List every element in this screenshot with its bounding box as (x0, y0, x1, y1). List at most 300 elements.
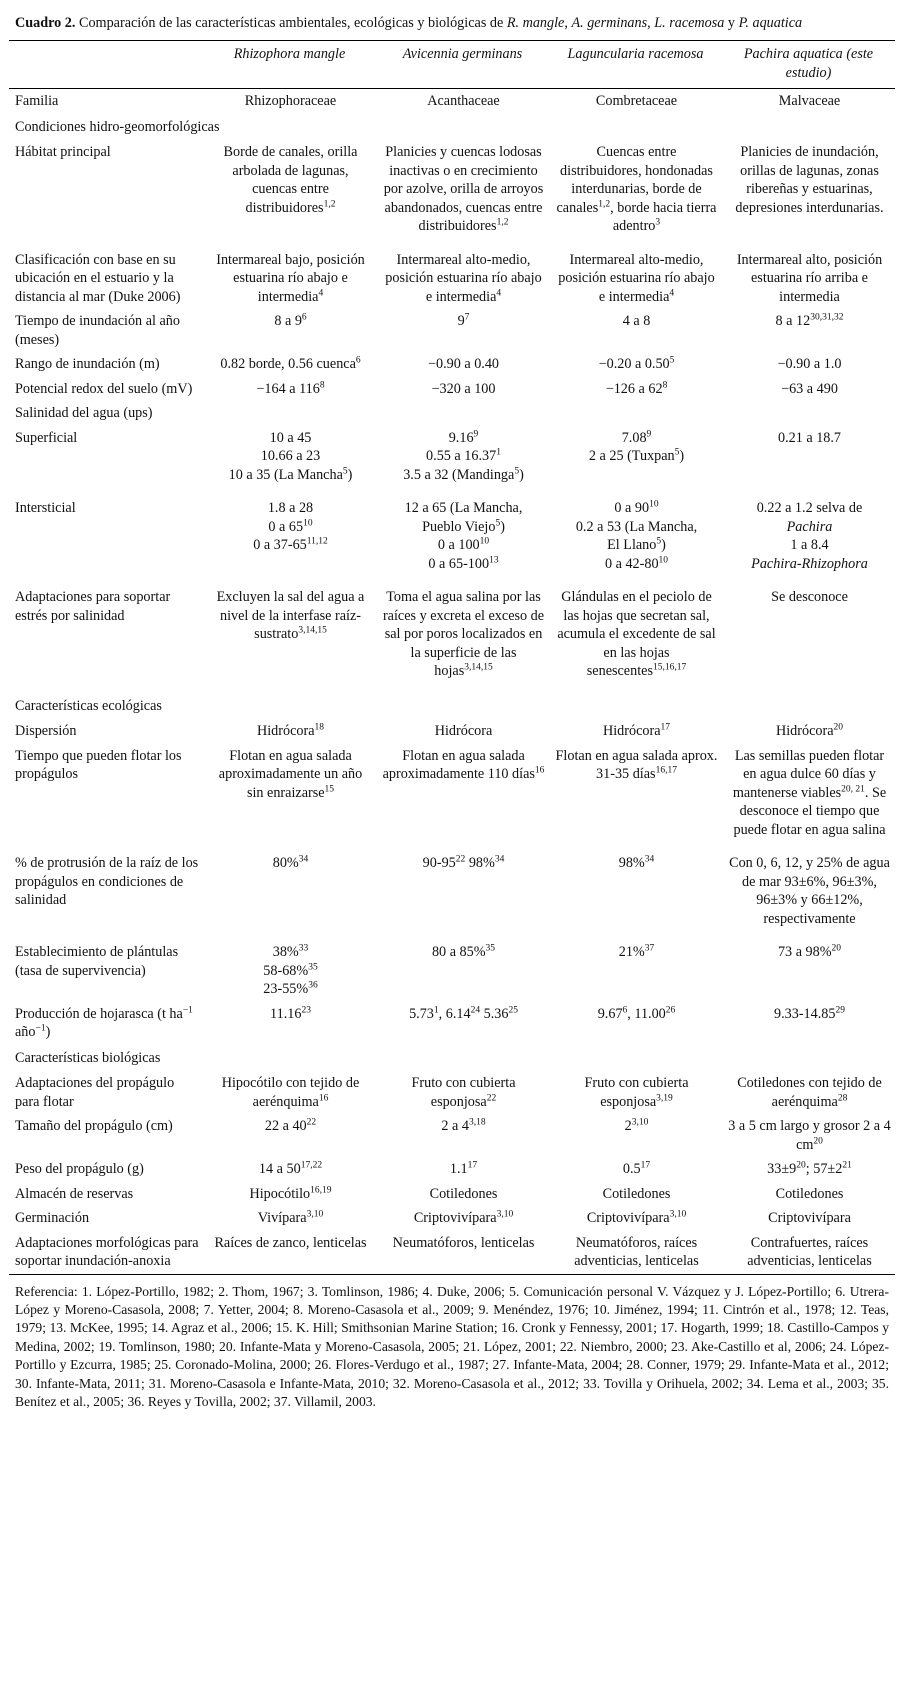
cell-sup: 30,31,32 (810, 312, 844, 323)
cell-text: 98% (465, 855, 495, 871)
cell-sup: 5 (495, 517, 501, 528)
caption-sep-3: y (724, 15, 739, 31)
cell-line: 1 a 8.4 (790, 537, 829, 553)
row-label: Establecimiento de plántulas (tasa de supervivencia) (15, 944, 179, 979)
cell-text: Flotan en agua salada aproximadamente 110 días (382, 747, 535, 782)
cell-line (209, 536, 372, 555)
cell-text: 2 (624, 1118, 632, 1134)
row-redox (9, 377, 895, 402)
cell (549, 140, 722, 248)
cell-line (209, 943, 372, 962)
cell-sup: 16,17 (655, 765, 677, 776)
row-label: Hábitat principal (15, 144, 111, 160)
section-ecologicas (9, 693, 895, 720)
cell: Rhizophoraceae (244, 93, 337, 109)
cell: Malvaceae (778, 93, 841, 109)
caption-text: Comparación de las características ambientales, ecológicas y biológicas de (75, 15, 507, 31)
cell-line (209, 980, 372, 999)
section-hidro (9, 114, 895, 141)
label-text: ) (45, 1024, 51, 1040)
cell-sup: 5 (674, 447, 680, 458)
cell-sup: 34 (494, 854, 505, 865)
comparison-table (9, 40, 895, 1275)
table-header (9, 41, 895, 89)
cell (203, 719, 376, 744)
cell-line (209, 447, 372, 466)
cell-sup: 4 (496, 287, 502, 298)
cell-text: −0.20 a 0.50 (598, 356, 670, 372)
cell (376, 1157, 549, 1182)
cell (722, 496, 895, 585)
cell: −0.90 a 1.0 (777, 356, 842, 372)
cell (203, 140, 376, 248)
cell (203, 1182, 376, 1207)
cell-text: 2 a 25 (Tuxpan (588, 448, 675, 464)
cell-text: −126 a 62 (605, 380, 663, 397)
header-empty (9, 41, 203, 89)
label-sup: −1 (182, 1004, 193, 1015)
cell (203, 585, 376, 693)
header-avicennia: Avicennia germinans (402, 46, 523, 62)
cell (549, 851, 722, 940)
cell (722, 744, 895, 852)
caption-species-4: P. aquatica (738, 15, 803, 31)
cell-text: −164 a 116 (256, 380, 320, 397)
cell-sup: 6 (301, 312, 307, 323)
cell-sup: 1 (496, 447, 501, 458)
cell-sup: 6 (355, 355, 361, 366)
cell-sup: 5 (514, 465, 520, 476)
row-label: Tiempo de inundación al año (meses) (15, 313, 180, 348)
cell-text: 0 a 65 (268, 518, 304, 535)
row-rango-inundacion (9, 352, 895, 377)
cell-line (382, 466, 545, 485)
header-row (9, 41, 895, 89)
cell (722, 1157, 895, 1182)
cell-text: 0.55 a 16.37 (426, 448, 497, 464)
cell-text: Cuencas entre distribuidores, hondonadas interdunarias, borde de canales (556, 144, 713, 216)
cell-text: Intermareal alto-medio, posición estuarina río abajo e intermedia (558, 251, 715, 305)
row-label: Clasificación con base en su ubicación en el estuario y la distancia al mar (Duke 2006) (15, 251, 181, 305)
cell: −63 a 490 (781, 380, 838, 397)
cell-text: ; 57±2 (805, 1161, 843, 1177)
cell-sup: 1,2 (496, 217, 509, 228)
cell-sup: 35 (485, 943, 496, 954)
cell-text: Hipocótilo con tejido de aerénquima (221, 1075, 360, 1110)
cell-sup: 5 (656, 536, 662, 547)
cell-text: Intermareal alto-medio, posición estuarina río abajo e intermedia (385, 251, 542, 305)
cell-text: Flotan en agua salada aproximadamente un año sin enraizarse (218, 747, 363, 801)
cell (376, 426, 549, 497)
cell-text: 10 a 35 (La Mancha (228, 466, 343, 483)
cell: Planicies de inundación, orillas de lagunas, zonas ribereñas y estuarinas, depresiones interdunarias. (735, 144, 884, 216)
cell-text: 12 a 65 (La Mancha, (404, 500, 523, 516)
cell (203, 1206, 376, 1231)
cell-text: Borde de canales, orilla arbolada de lagunas, cuencas entre distribuidores (223, 144, 358, 216)
row-label: Dispersión (15, 723, 77, 739)
cell (376, 1114, 549, 1157)
cell-text: ) (679, 448, 685, 464)
row-almacen (9, 1182, 895, 1207)
cell-text: Glándulas en el peciolo de las hojas que secretan sal, acumula el excedente de sal en las hojas senescentes (557, 589, 716, 679)
cell-text: ) (347, 466, 353, 483)
row-adaptaciones-morfologicas (9, 1231, 895, 1275)
cell-line (209, 466, 372, 485)
cell-sup: 10 (303, 517, 313, 528)
cell-text: 22 a 40 (264, 1118, 307, 1134)
cell-text: 10.66 a 23 (260, 448, 321, 464)
cell-sup: 29 (835, 1004, 845, 1015)
cell-text: 5.73 (409, 1005, 434, 1022)
cell-line (382, 429, 545, 448)
cell-sup: 13 (489, 554, 499, 565)
caption-species-1: R. mangle (506, 15, 565, 31)
cell-line (382, 518, 545, 537)
cell-text: 8 a 12 (775, 313, 811, 329)
cell (549, 426, 722, 497)
caption-species-2: A. germinans (571, 15, 648, 31)
cell (203, 426, 376, 497)
cell-text: 14 a 50 (258, 1161, 301, 1177)
row-familia (9, 89, 895, 114)
cell-sup: 9 (646, 428, 652, 439)
header-laguncularia: Laguncularia racemosa (567, 46, 704, 62)
cell-sup: 3,10 (631, 1117, 649, 1128)
cell-line (209, 429, 372, 448)
cell-text: , 6.14 (438, 1005, 471, 1022)
cell (376, 1071, 549, 1114)
cell: Hidrócora (434, 723, 493, 739)
cell-text: , borde hacia tierra adentro (610, 199, 717, 234)
cell: Combretaceae (595, 93, 678, 109)
cell-text: Fruto con cubierta esponjosa (411, 1075, 516, 1110)
cell: Cotiledones (602, 1185, 671, 1202)
row-establecimiento (9, 940, 895, 1002)
cell-text: 33±9 (767, 1161, 797, 1177)
cell-line (382, 536, 545, 555)
cell-sup: 3,18 (468, 1117, 486, 1128)
row-label: Adaptaciones morfológicas para soportar inundación-anoxia (15, 1234, 199, 1269)
cell: Cotiledones (775, 1185, 844, 1202)
cell-text: Cotiledones con tejido de aerénquima (737, 1075, 882, 1110)
row-label: Adaptaciones del propágulo para flotar (15, 1075, 175, 1110)
cell (549, 744, 722, 852)
cell (722, 940, 895, 1002)
cell-sup: 16 (534, 765, 545, 776)
cell: Neumatóforos, raíces adventicias, lenticelas (574, 1234, 699, 1269)
cell-sup: 37 (644, 943, 655, 954)
cell-text: 58-68% (263, 962, 309, 979)
row-hojarasca (9, 1002, 895, 1045)
cell-text: Toma el agua salina por las raíces y excreta el exceso de sal por poros localizados en la superficie de las hojas (382, 589, 545, 679)
cell-sup: 17,22 (300, 1160, 323, 1171)
cell-sup: 17 (640, 1160, 651, 1171)
cell-text: 1.1 (449, 1161, 468, 1177)
cell (549, 1157, 722, 1182)
cell-text: 0 a 42-80 (604, 555, 659, 572)
cell-sup: 15,16,17 (652, 662, 687, 673)
cell-line (555, 518, 718, 537)
cell: 0.21 a 18.7 (777, 429, 842, 446)
cell (203, 744, 376, 852)
cell-sup: 3,10 (669, 1209, 687, 1220)
table-body (9, 89, 895, 1275)
cell-sup: 22 (486, 1092, 497, 1103)
cell-sup: 8 (319, 379, 325, 390)
cell-text: 7.08 (621, 429, 647, 446)
cell-line: Pachira (786, 518, 833, 535)
label-sup: −1 (35, 1023, 46, 1034)
cell: 4 a 8 (622, 313, 651, 329)
section-label: Características biológicas (15, 1049, 161, 1066)
cell-text: Intermareal bajo, posición estuarina río abajo e intermedia (216, 251, 365, 305)
cell (376, 1002, 549, 1045)
row-label: Salinidad del agua (ups) (15, 405, 153, 421)
cell-sup: 21 (842, 1160, 852, 1171)
cell (549, 1114, 722, 1157)
cell-text: 80% (272, 855, 299, 871)
cell (549, 496, 722, 585)
cell (376, 496, 549, 585)
cell (203, 1114, 376, 1157)
cell: Neumatóforos, lenticelas (392, 1234, 535, 1251)
cell-sup: 3 (655, 217, 661, 228)
cell-line (209, 962, 372, 981)
label-text: Producción de hojarasca (t ha (15, 1005, 183, 1022)
row-label: Rango de inundación (m) (15, 356, 160, 372)
cell-sup: 24 (470, 1004, 481, 1015)
cell-text: . Se desconoce el tiempo que puede flotar en agua salina (733, 784, 887, 838)
table-caption (15, 14, 895, 32)
row-label: Germinación (15, 1210, 90, 1226)
cell-sup: 26 (665, 1004, 676, 1015)
cell (203, 851, 376, 940)
cell-line (382, 499, 545, 518)
cell-sup: 35 (308, 961, 318, 972)
cell: Raíces de zanco, lenticelas (214, 1234, 367, 1251)
cell (203, 309, 376, 352)
cell-text: Las semillas pueden flotar en agua dulce 60 días y mantenerse viables (732, 747, 885, 801)
row-tiempo-inundacion (9, 309, 895, 352)
caption-sep-2: , (647, 15, 655, 31)
label-text: año (15, 1024, 36, 1040)
cell (549, 1071, 722, 1114)
cell-sup: 18 (314, 722, 324, 733)
cell-line: Pachira-Rhizophora (751, 555, 868, 572)
cell-text: 38% (272, 944, 299, 960)
row-habitat (9, 140, 895, 248)
row-label: Almacén de reservas (15, 1185, 134, 1202)
cell-sup: 20 (813, 1135, 823, 1146)
cell (203, 1071, 376, 1114)
cell-text: Hidrócora (775, 723, 834, 739)
caption-species-3: L. racemosa (654, 15, 725, 31)
cell (203, 940, 376, 1002)
cell-sup: 5 (669, 355, 675, 366)
cell-sup: 16 (318, 1092, 329, 1103)
cell-sup: 1,2 (598, 198, 611, 209)
cell-text: 9.67 (597, 1005, 623, 1022)
cell (376, 140, 549, 248)
cell: Criptovivípara (768, 1210, 851, 1226)
cell (203, 248, 376, 310)
cell-text: 0 a 37-65 (253, 537, 307, 553)
cell-text: 98% (618, 855, 645, 871)
cell (203, 1157, 376, 1182)
caption-sep-1: , (564, 15, 572, 31)
cell-sup: 3,14,15 (464, 662, 493, 673)
cell-sup: 34 (644, 854, 655, 865)
cell-sup: 20 (833, 722, 843, 733)
cell-sup: 10 (658, 554, 669, 565)
cell-text: 3 a 5 cm largo y grosor 2 a 4 cm (728, 1118, 891, 1153)
cell-line (555, 536, 718, 555)
cell-sup: 20 (831, 943, 842, 954)
cell-sup: 3,14,15 (298, 625, 327, 636)
cell-text: Hipocótilo (249, 1185, 311, 1202)
cell-text: 9 (457, 313, 465, 329)
cell-text: Hidrócora (602, 723, 661, 739)
row-peso (9, 1157, 895, 1182)
cell-text: 90-95 (422, 855, 456, 871)
caption-label: Cuadro 2. (15, 15, 76, 31)
cell (376, 851, 549, 940)
cell-text: , 11.00 (627, 1005, 666, 1022)
cell-sup: 34 (298, 854, 309, 865)
cell-sup: 8 (662, 379, 668, 390)
cell (549, 1206, 722, 1231)
header-rhizophora: Rhizophora mangle (233, 46, 346, 62)
cell-text: El Llano (607, 537, 657, 553)
cell-sup: 10 (479, 536, 490, 547)
cell-text: 23-55% (263, 981, 309, 997)
cell-sup: 3,10 (306, 1209, 324, 1220)
cell (549, 719, 722, 744)
section-biologicas (9, 1045, 895, 1072)
row-label: Potencial redox del suelo (mV) (15, 380, 193, 397)
cell-text: Vivípara (257, 1210, 307, 1226)
cell-text: Planicies y cuencas lodosas inactivas o en crecimiento por azolve, orilla de arroyos abandonados, cuencas entre distribuidores (383, 144, 544, 234)
cell (376, 585, 549, 693)
row-label (9, 1002, 203, 1045)
section-label: Condiciones hidro-geomorfológicas (15, 118, 220, 135)
cell-sup: 7 (464, 312, 470, 323)
cell (722, 719, 895, 744)
cell (203, 1002, 376, 1045)
cell-text: ) (661, 537, 666, 553)
row-clasificacion (9, 248, 895, 310)
cell-text: 0.82 borde, 0.56 cuenca (220, 356, 356, 372)
cell-text: 9.16 (448, 429, 474, 446)
cell-text: 9.33-14.85 (774, 1005, 836, 1022)
cell-sup: 17 (660, 722, 670, 733)
cell-text: Fruto con cubierta esponjosa (584, 1075, 689, 1110)
row-intersticial (9, 496, 895, 585)
cell-line (209, 499, 372, 518)
cell-sup: 9 (473, 428, 479, 439)
cell (549, 585, 722, 693)
cell-sup: 1,2 (323, 198, 336, 209)
cell: Contrafuertes, raíces adventicias, lenticelas (747, 1234, 872, 1269)
row-label: Superficial (15, 429, 78, 446)
cell-text: 0.2 a 53 (La Mancha, (575, 518, 698, 535)
cell-text: ) (519, 466, 524, 483)
cell-text: 73 a 98% (777, 944, 832, 960)
cell-sup: 20, 21 (841, 783, 865, 794)
cell-text: 0.5 (622, 1161, 641, 1177)
cell (722, 1002, 895, 1045)
cell (549, 940, 722, 1002)
cell-text: 10 a 45 (269, 429, 312, 446)
cell-text: ) (500, 518, 505, 535)
cell-text: Criptovivípara (413, 1210, 497, 1226)
cell-line: 0.22 a 1.2 selva de (756, 500, 863, 516)
cell (722, 1114, 895, 1157)
cell: Con 0, 6, 12, y 25% de agua de mar 93±6%, 96±3%, 96±3% y 66±12%, respectivamente (729, 855, 890, 927)
cell-line (555, 429, 718, 448)
row-germinacion (9, 1206, 895, 1231)
cell: Acanthaceae (427, 93, 500, 109)
row-label: Adaptaciones para soportar estrés por salinidad (15, 589, 171, 624)
cell-sup: 22 (306, 1117, 317, 1128)
cell-sup: 33 (298, 943, 309, 954)
cell-text: 8 a 9 (274, 313, 302, 329)
cell-text: Hidrócora (256, 723, 315, 739)
row-superficial (9, 426, 895, 497)
cell-sup: 4 (669, 287, 675, 298)
cell (722, 309, 895, 352)
row-protrusion (9, 851, 895, 940)
cell (549, 1002, 722, 1045)
cell-sup: 28 (837, 1092, 848, 1103)
cell (376, 248, 549, 310)
cell-text: 0 a 90 (614, 500, 650, 516)
cell (376, 940, 549, 1002)
cell-sup: 22 (455, 854, 466, 865)
cell (376, 309, 549, 352)
cell: −0.90 a 0.40 (427, 356, 500, 372)
row-label: Tamaño del propágulo (cm) (15, 1118, 173, 1134)
cell-line (382, 447, 545, 466)
row-label: Tiempo que pueden flotar los propágulos (15, 747, 182, 782)
cell-sup: 25 (508, 1004, 518, 1015)
cell-text: Criptovivípara (586, 1210, 670, 1226)
cell-text: 0 a 100 (437, 537, 480, 553)
cell (549, 248, 722, 310)
cell-text: Pueblo Viejo (422, 518, 496, 535)
row-label: Familia (15, 93, 59, 109)
cell-line (382, 555, 545, 574)
references: Referencia: 1. López-Portillo, 1982; 2. Thom, 1967; 3. Tomlinson, 1986; 4. Duke, 2006; 5. Comunicación personal V. Vázquez y J. López-Portillo; 6. Utrera-López y Moreno-Casasola, 2008; 7. Yetter, 2004; 8. Moreno-Casasola et al., 2009; 9. Menéndez, 1976; 10. Jiménez, 1994; 11. Cintrón et al., 1978; 12. Teas, 1979; 13. McKee, 1995; 14. Agraz et al., 2006; 15. K. Hill; Smithsonian Marine Station; 16. Cronk y Fennessy, 2001; 17. Hogarth, 1999; 18. Castillo-Campos y Medina, 2002; 19. Tomlinson, 1980; 20. Infante-Mata y Moreno-Casasola, 2005; 21. López, 2001; 22. Niembro, 2000; 23. Ake-Castillo et al, 2006; 24. López-Portillo y Ezcurra, 1985; 25. Coronado-Molina, 2000; 26. Flores-Verdugo et al., 1987; 27. Infante-Mata, 2004; 28. Conner, 1979; 29. Infante-Mata et al., 2012; 30. Infante-Mata, 2011; 31. Moreno-Casasola e Infante-Mata, 2010; 32. Moreno-Casasola et al., 2012; 33. Tovilla y Orihuela, 2002; 34. Lema et al., 2003; 35. Benítez et al., 2005; 36. Reyes y Tovilla, 2002; 37. Villamil, 2003. (15, 1283, 889, 1409)
cell (203, 352, 376, 377)
row-label: % de protrusión de la raíz de los propágulos en condiciones de salinidad (15, 855, 199, 908)
cell-sup: 4 (318, 287, 324, 298)
cell-sup: 17 (467, 1160, 478, 1171)
cell-sup: 1 (433, 1004, 439, 1015)
cell-line (555, 499, 718, 518)
cell (376, 1206, 549, 1231)
cell-sup: 20 (796, 1160, 806, 1171)
cell-sup: 5 (342, 465, 348, 476)
cell-line (555, 555, 718, 574)
cell (549, 377, 722, 402)
cell-sup: 6 (622, 1004, 628, 1015)
cell-text: 5.36 (480, 1005, 509, 1022)
cell-text: Flotan en agua salada aprox. 31-35 días (555, 747, 718, 782)
cell-text: 1.8 a 28 (267, 500, 314, 516)
cell (549, 352, 722, 377)
cell: Cotiledones (429, 1185, 498, 1202)
